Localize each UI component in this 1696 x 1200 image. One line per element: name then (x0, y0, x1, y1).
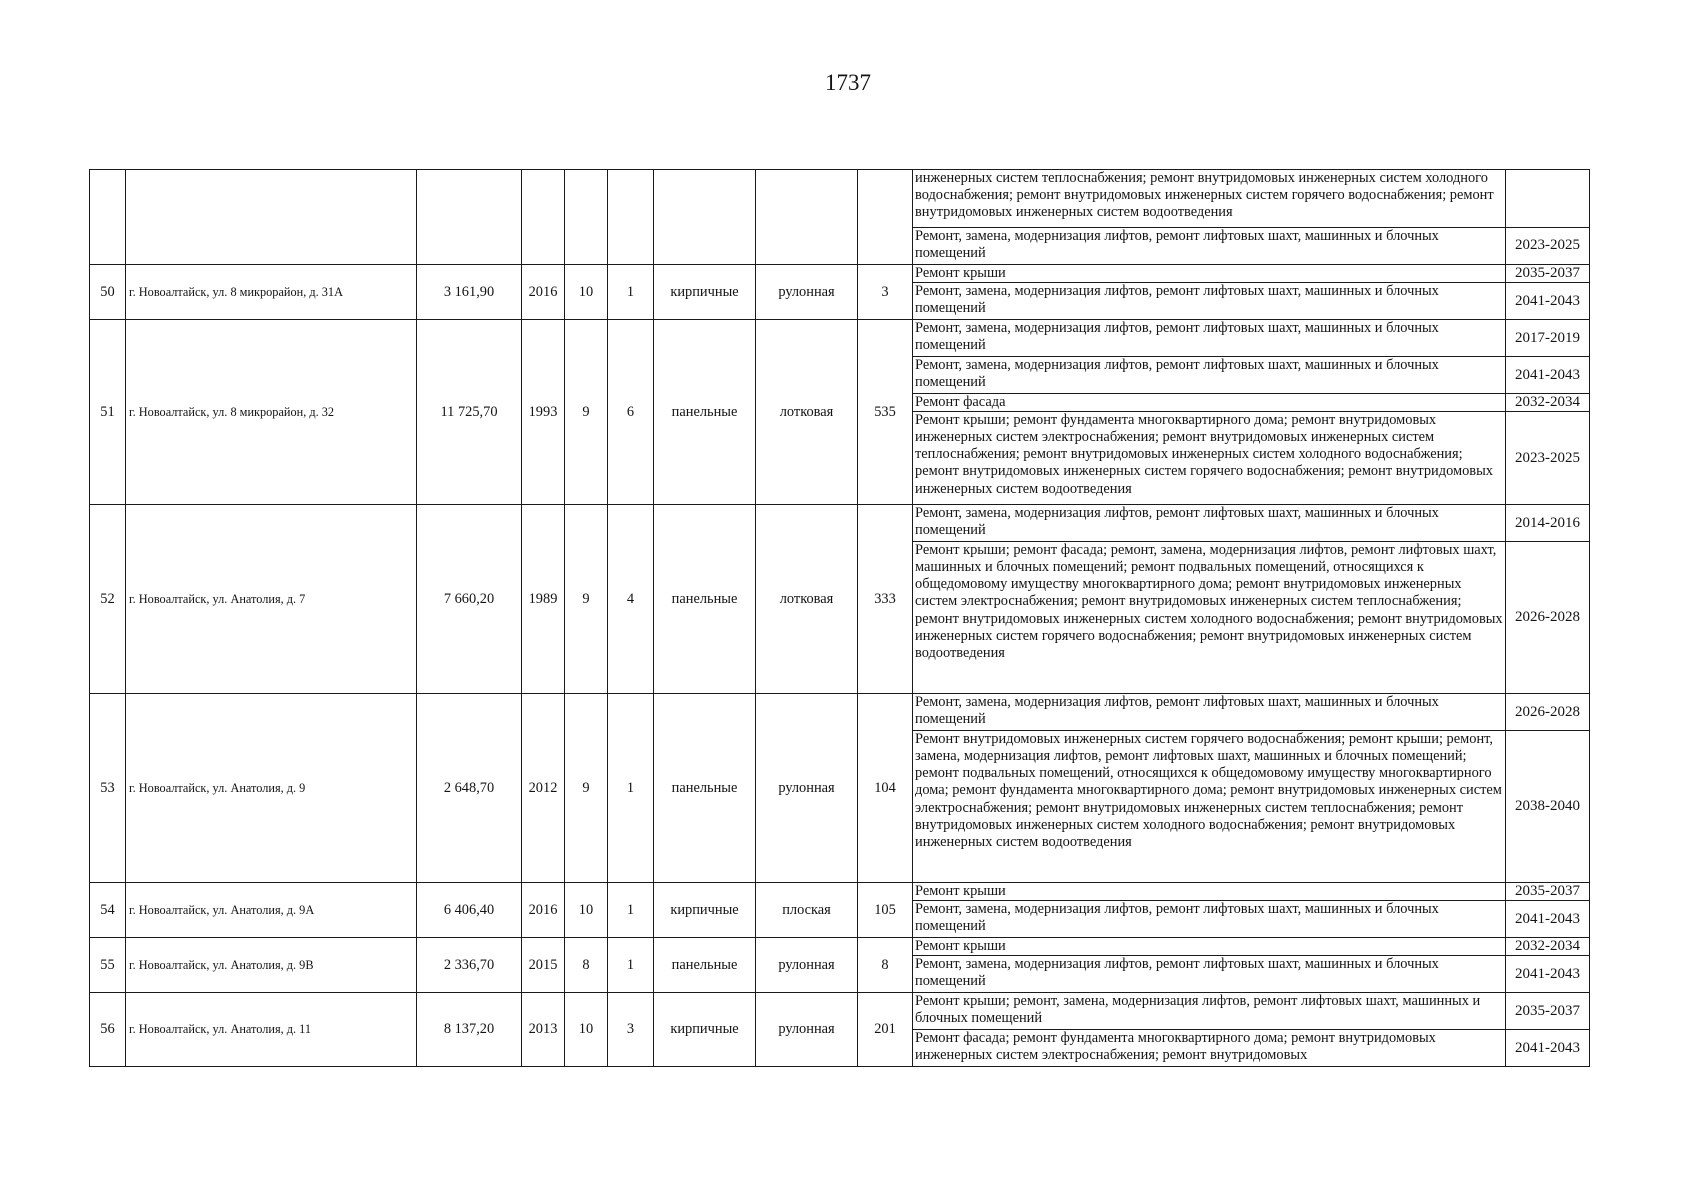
work-description: Ремонт, замена, модернизация лифтов, ремонт лифтовых шахт, машинных и блочных помещений (913, 901, 1506, 938)
entrances-cell: 4 (608, 505, 654, 694)
wall-material-cell: панельные (654, 694, 756, 883)
floors-cell: 10 (565, 883, 608, 938)
address-cell: г. Новоалтайск, ул. 8 микрорайон, д. 32 (126, 320, 417, 505)
residents-cell: 3 (858, 265, 913, 320)
area-cell: 2 336,70 (417, 938, 522, 993)
wall-material-cell: панельные (654, 505, 756, 694)
year-cell: 1993 (522, 320, 565, 505)
roof-type-cell: плоская (756, 883, 858, 938)
period-cell: 2026-2028 (1506, 542, 1590, 694)
period-cell: 2035-2037 (1506, 883, 1590, 901)
year-cell: 2015 (522, 938, 565, 993)
wall-material-cell: кирпичные (654, 883, 756, 938)
period-cell: 2035-2037 (1506, 993, 1590, 1030)
period-cell: 2041-2043 (1506, 1030, 1590, 1067)
work-description: Ремонт, замена, модернизация лифтов, ремонт лифтовых шахт, машинных и блочных помещений (913, 357, 1506, 394)
work-description: Ремонт внутридомовых инженерных систем горячего водоснабжения; ремонт крыши; ремонт, замена, модернизация лифтов, ремонт лифтовых шахт, машинных и блочных помещений; ремонт подвальных помещений, относящихся к общедомовому имуществу многоквартирного дома; ремонт фундамента многоквартирного дома; ремонт внутридомовых инженерных систем электроснабжения; ремонт внутридомовых инженерных систем теплоснабжения; ремонт внутридомовых инженерных систем холодного водоснабжения; ремонт внутридомовых инженерных систем водоотведения (913, 731, 1506, 883)
wall-material-cell: панельные (654, 320, 756, 505)
entrances-cell: 1 (608, 694, 654, 883)
residents-cell: 105 (858, 883, 913, 938)
residents-cell: 104 (858, 694, 913, 883)
row-number: 53 (90, 694, 126, 883)
floors-cell: 9 (565, 505, 608, 694)
year-cell: 1989 (522, 505, 565, 694)
address-cell: г. Новоалтайск, ул. Анатолия, д. 9В (126, 938, 417, 993)
period-cell: 2023-2025 (1506, 412, 1590, 505)
roof-type-cell: рулонная (756, 265, 858, 320)
roof-type-cell: лотковая (756, 320, 858, 505)
work-description: инженерных систем теплоснабжения; ремонт внутридомовых инженерных систем холодного водоснабжения; ремонт внутридомовых инженерных систем горячего водоснабжения; ремонт внутридомовых инженерных систем водоотведения (913, 170, 1506, 228)
work-description: Ремонт фасада; ремонт фундамента многоквартирного дома; ремонт внутридомовых инженерных систем электроснабжения; ремонт внутридомовых (913, 1030, 1506, 1067)
table-row (90, 505, 1590, 542)
row-number: 56 (90, 993, 126, 1067)
period-cell: 2017-2019 (1506, 320, 1590, 357)
work-description: Ремонт фасада (913, 394, 1506, 412)
area-cell: 3 161,90 (417, 265, 522, 320)
residents-cell: 535 (858, 320, 913, 505)
residents-cell: 8 (858, 938, 913, 993)
work-description: Ремонт, замена, модернизация лифтов, ремонт лифтовых шахт, машинных и блочных помещений (913, 283, 1506, 320)
work-description: Ремонт крыши (913, 938, 1506, 956)
page-number: 1737 (825, 70, 871, 95)
wall-material-cell: кирпичные (654, 993, 756, 1067)
roof-type-cell: рулонная (756, 993, 858, 1067)
row-number: 52 (90, 505, 126, 694)
floors-cell: 9 (565, 694, 608, 883)
floors-cell: 8 (565, 938, 608, 993)
table-row (90, 883, 1590, 901)
entrances-cell: 3 (608, 993, 654, 1067)
row-number: 51 (90, 320, 126, 505)
year-cell: 2016 (522, 883, 565, 938)
period-cell: 2032-2034 (1506, 938, 1590, 956)
address-cell: г. Новоалтайск, ул. Анатолия, д. 11 (126, 993, 417, 1067)
floors-cell: 10 (565, 265, 608, 320)
area-cell: 2 648,70 (417, 694, 522, 883)
address-cell: г. Новоалтайск, ул. 8 микрорайон, д. 31А (126, 265, 417, 320)
table-row (90, 320, 1590, 357)
address-cell: г. Новоалтайск, ул. Анатолия, д. 9 (126, 694, 417, 883)
work-description: Ремонт, замена, модернизация лифтов, ремонт лифтовых шахт, машинных и блочных помещений (913, 505, 1506, 542)
row-number: 50 (90, 265, 126, 320)
entrances-cell: 1 (608, 265, 654, 320)
work-description: Ремонт, замена, модернизация лифтов, ремонт лифтовых шахт, машинных и блочных помещений (913, 228, 1506, 265)
period-cell: 2035-2037 (1506, 265, 1590, 283)
table-row (90, 938, 1590, 956)
work-description: Ремонт крыши (913, 883, 1506, 901)
period-cell: 2032-2034 (1506, 394, 1590, 412)
roof-type-cell: рулонная (756, 694, 858, 883)
work-description: Ремонт крыши; ремонт фундамента многоквартирного дома; ремонт внутридомовых инженерных систем электроснабжения; ремонт внутридомовых инженерных систем теплоснабжения; ремонт внутридомовых инженерных систем холодного водоснабжения; ремонт внутридомовых инженерных систем горячего водоснабжения; ремонт внутридомовых инженерных систем водоотведения (913, 412, 1506, 505)
period-cell: 2041-2043 (1506, 283, 1590, 320)
entrances-cell: 6 (608, 320, 654, 505)
work-description: Ремонт крыши; ремонт, замена, модернизация лифтов, ремонт лифтовых шахт, машинных и блочных помещений (913, 993, 1506, 1030)
work-description: Ремонт, замена, модернизация лифтов, ремонт лифтовых шахт, машинных и блочных помещений (913, 320, 1506, 357)
roof-type-cell: рулонная (756, 938, 858, 993)
residents-cell: 201 (858, 993, 913, 1067)
residents-cell: 333 (858, 505, 913, 694)
period-cell (1506, 170, 1590, 228)
period-cell: 2041-2043 (1506, 901, 1590, 938)
period-cell: 2023-2025 (1506, 228, 1590, 265)
wall-material-cell: кирпичные (654, 265, 756, 320)
roof-type-cell: лотковая (756, 505, 858, 694)
entrances-cell: 1 (608, 938, 654, 993)
repair-schedule-table (89, 169, 1590, 1067)
table-row (90, 694, 1590, 731)
period-cell: 2026-2028 (1506, 694, 1590, 731)
year-cell: 2013 (522, 993, 565, 1067)
area-cell: 6 406,40 (417, 883, 522, 938)
row-number: 54 (90, 883, 126, 938)
table-row (90, 170, 1590, 228)
period-cell: 2041-2043 (1506, 956, 1590, 993)
period-cell: 2038-2040 (1506, 731, 1590, 883)
table-row (90, 265, 1590, 283)
period-cell: 2041-2043 (1506, 357, 1590, 394)
address-cell: г. Новоалтайск, ул. Анатолия, д. 7 (126, 505, 417, 694)
wall-material-cell: панельные (654, 938, 756, 993)
floors-cell: 10 (565, 993, 608, 1067)
entrances-cell: 1 (608, 883, 654, 938)
area-cell: 7 660,20 (417, 505, 522, 694)
area-cell: 11 725,70 (417, 320, 522, 505)
work-description: Ремонт, замена, модернизация лифтов, ремонт лифтовых шахт, машинных и блочных помещений (913, 956, 1506, 993)
floors-cell: 9 (565, 320, 608, 505)
period-cell: 2014-2016 (1506, 505, 1590, 542)
work-description: Ремонт крыши; ремонт фасада; ремонт, замена, модернизация лифтов, ремонт лифтовых шахт, машинных и блочных помещений; ремонт подвальных помещений, относящихся к общедомовому имуществу многоквартирного дома; ремонт внутридомовых инженерных систем электроснабжения; ремонт внутридомовых инженерных систем теплоснабжения; ремонт внутридомовых инженерных систем холодного водоснабжения; ремонт внутридомовых инженерных систем горячего водоснабжения; ремонт внутридомовых инженерных систем водоотведения (913, 542, 1506, 694)
work-description: Ремонт крыши (913, 265, 1506, 283)
table-row (90, 993, 1590, 1030)
work-description: Ремонт, замена, модернизация лифтов, ремонт лифтовых шахт, машинных и блочных помещений (913, 694, 1506, 731)
year-cell: 2012 (522, 694, 565, 883)
address-cell: г. Новоалтайск, ул. Анатолия, д. 9А (126, 883, 417, 938)
area-cell: 8 137,20 (417, 993, 522, 1067)
row-number: 55 (90, 938, 126, 993)
year-cell: 2016 (522, 265, 565, 320)
